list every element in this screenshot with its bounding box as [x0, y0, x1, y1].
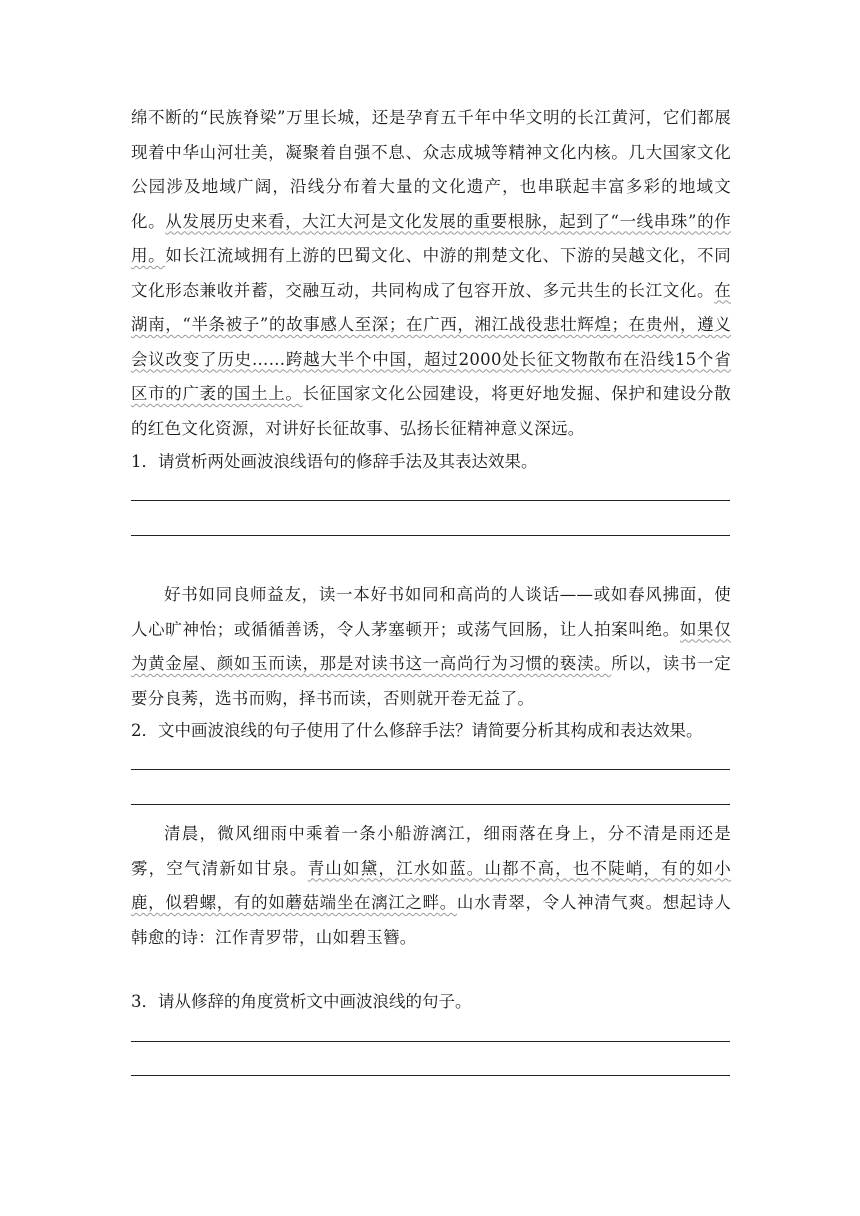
- answer-line-3a[interactable]: [131, 1041, 730, 1042]
- passage-1: [131, 101, 731, 446]
- passage-3-text-b: 山水青翠，令人神清气爽。想起诗人韩愈的诗：江作青罗带，山如碧玉簪。: [131, 893, 731, 947]
- passage-3: [131, 817, 731, 955]
- passage-1-text-b: 如长江流域拥有上游的巴蜀文化、中游的荆楚文化、下游的吴越文化，不同文化形态兼收并蓄，交融互动，共同构成了包容开放、多元共生的长江文化。: [131, 246, 731, 300]
- passage-2: [131, 578, 731, 716]
- question-1: 1．请赏析两处画波浪线语句的修辞手法及其表达效果。: [131, 452, 538, 471]
- answer-line-3b[interactable]: [131, 1075, 730, 1076]
- answer-line-1b[interactable]: [131, 535, 730, 536]
- passage-3-text-a: 清晨，微风细雨中乘着一条小船游漓江，细雨落在身上，分不清是雨还是雾，空气清新如甘泉。: [131, 824, 731, 878]
- question-3: 3．请从修辞的角度赏析文中画波浪线的句子。: [131, 992, 472, 1011]
- passage-2-wavy-sentence: 如果仅为黄金屋、颜如玉而读，那是对读书这一高尚行为习惯的亵渎。: [131, 619, 731, 673]
- passage-3-wavy-sentence: 青山如黛，江水如蓝。山都不高，也不陡峭，有的如小鹿，似碧螺，有的如蘑菇端坐在漓江之畔。: [131, 858, 732, 912]
- answer-line-2a[interactable]: [131, 769, 730, 770]
- passage-1-wavy-sentence-2: 在湖南，“半条被子”的故事感人至深；在广西，湘江战役悲壮辉煌；在贵州，遵义会议改变了历史……跨越大半个中国，超过2000处长征文物散布在沿线15个省区市的广袤的国土上。: [131, 280, 731, 403]
- answer-line-2b[interactable]: [131, 804, 730, 805]
- passage-1-text-c: 长征国家文化公园建设，将更好地发掘、保护和建设分散的红色文化资源，对讲好长征故事、弘扬长征精神意义深远。: [131, 384, 732, 438]
- passage-2-text-b: 所以，读书一定要分良莠，选书而购，择书而读，否则就开卷无益了。: [131, 654, 731, 708]
- question-2: 2．文中画波浪线的句子使用了什么修辞手法？请简要分析其构成和表达效果。: [131, 721, 703, 740]
- passage-2-text-a: 好书如同良师益友，读一本好书如同和高尚的人谈话——或如春风拂面，使人心旷神怡；或循循善诱，令人茅塞顿开；或荡气回肠，让人拍案叫绝。: [131, 585, 731, 639]
- answer-line-1a[interactable]: [131, 500, 730, 501]
- passage-1-wavy-sentence-1: 从发展历史来看，大江大河是文化发展的重要根脉，起到了“一线串珠”的作用。: [131, 211, 731, 265]
- passage-1-text-a: 绵不断的“民族脊梁”万里长城，还是孕育五千年中华文明的长江黄河，它们都展现着中华山河壮美，凝聚着自强不息、众志成城等精神文化内核。几大国家文化公园涉及地域广阔，沿线分布着大量的文化遗产，也串联起丰富多彩的地域文化。: [131, 108, 731, 231]
